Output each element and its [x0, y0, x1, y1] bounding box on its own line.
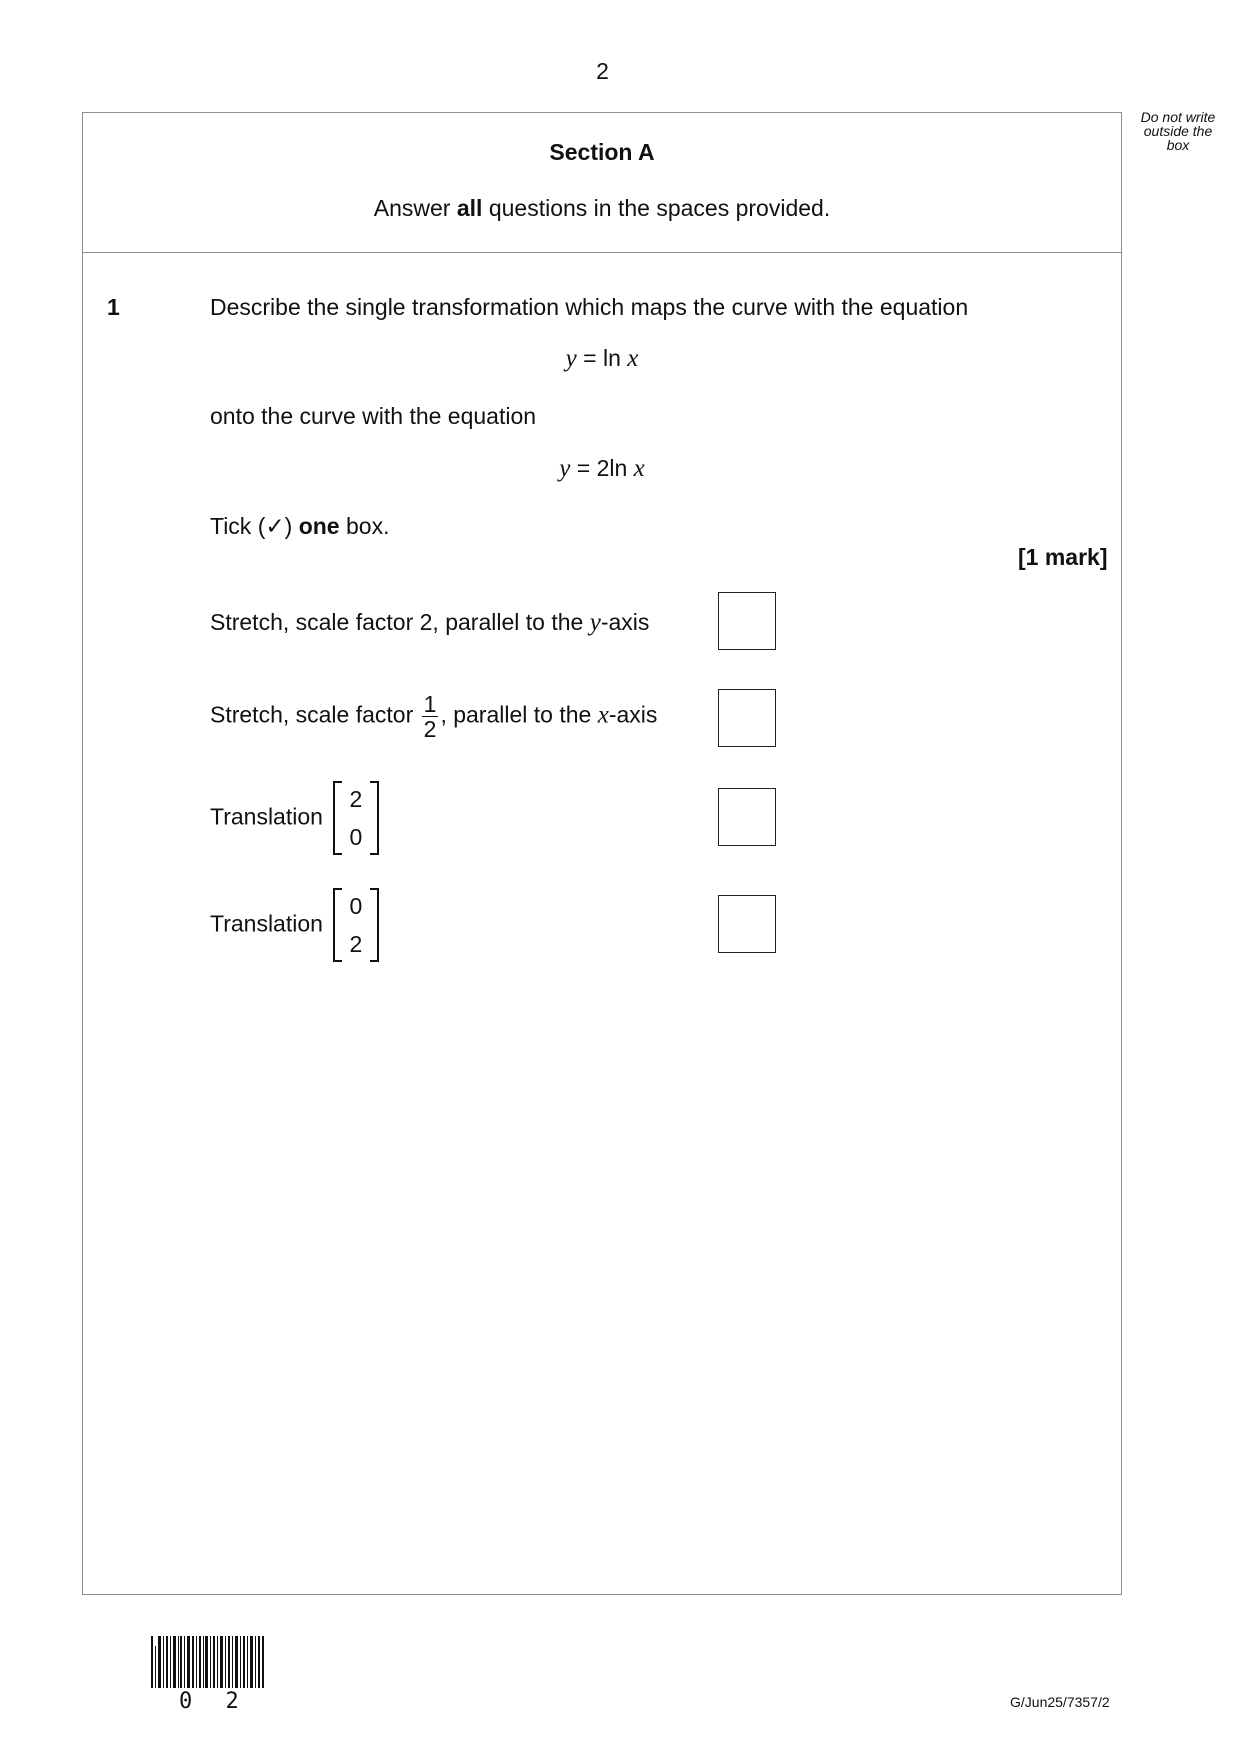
option-4-tickbox[interactable] [718, 895, 776, 953]
option-text: -axis [600, 609, 650, 635]
option-3-tickbox[interactable] [718, 788, 776, 846]
option-1-tickbox[interactable] [718, 592, 776, 650]
equation-function: ln [602, 345, 621, 371]
vector-bottom: 0 [349, 824, 363, 850]
option-variable: y [589, 609, 601, 636]
option-text: , parallel to the [440, 701, 598, 728]
equation-coefficient: 2 [596, 455, 610, 481]
equation-variable: y [565, 345, 577, 372]
question-number: 1 [107, 294, 120, 320]
equation-variable: y [559, 455, 571, 482]
option-label [210, 692, 657, 741]
column-vector [333, 781, 379, 853]
instruction-text: questions in the spaces provided. [482, 195, 831, 221]
page-number: 2 [596, 58, 609, 84]
barcode-graphic [150, 1636, 265, 1688]
instruction-text: Answer [373, 195, 457, 221]
vector-top: 2 [349, 786, 363, 812]
option-variable: x [597, 701, 609, 729]
option-text: Translation [210, 803, 323, 830]
right-bracket [370, 781, 379, 855]
option-label [210, 609, 649, 637]
equation-function: ln [609, 455, 628, 481]
equation-equals: = [570, 455, 597, 481]
margin-note-line: box [1166, 137, 1190, 153]
barcode-number: 0 2 [179, 1689, 249, 1714]
option-text: Stretch, scale factor 2, parallel to the [210, 609, 590, 635]
option-2-tickbox[interactable] [718, 689, 776, 747]
column-vector [333, 888, 379, 960]
option-label [210, 781, 379, 853]
answer-border-box [82, 112, 1122, 1595]
option-text: -axis [608, 701, 658, 728]
option-label [210, 888, 379, 960]
tick-text: ) [284, 513, 299, 539]
fraction-denominator: 2 [423, 716, 437, 742]
option-text: Translation [210, 910, 323, 937]
equation-transformed [82, 455, 1122, 483]
question-stem: Describe the single transformation which maps the curve with the equation [210, 294, 969, 320]
tick-emphasis: one [298, 513, 340, 539]
barcode-icon [150, 1636, 265, 1693]
tick-text: Tick ( [210, 513, 266, 539]
tick-symbol-icon: ✓ [265, 513, 285, 539]
section-divider [82, 252, 1122, 253]
instruction-emphasis: all [456, 195, 483, 221]
right-bracket [370, 888, 379, 962]
margin-note-line: Do not write [1140, 109, 1216, 125]
paper-code: G/Jun25/7357/2 [1010, 1694, 1110, 1710]
fraction [422, 692, 439, 741]
equation-original [82, 345, 1122, 373]
tick-text: box. [339, 513, 390, 539]
section-instruction [82, 195, 1122, 222]
margin-note-line: outside the [1143, 123, 1213, 139]
vector-top: 0 [349, 893, 363, 919]
equation-argument: x [633, 455, 645, 482]
tick-instruction [210, 513, 389, 540]
fraction-numerator: 1 [423, 691, 437, 717]
equation-equals: = [576, 345, 603, 371]
vector-bottom: 2 [349, 931, 363, 957]
question-connector: onto the curve with the equation [210, 403, 537, 429]
section-title: Section A [549, 139, 655, 165]
margin-note [1128, 110, 1228, 152]
equation-argument: x [627, 345, 639, 372]
option-text: Stretch, scale factor [210, 701, 420, 728]
mark-allocation: [1 mark] [1018, 544, 1108, 570]
